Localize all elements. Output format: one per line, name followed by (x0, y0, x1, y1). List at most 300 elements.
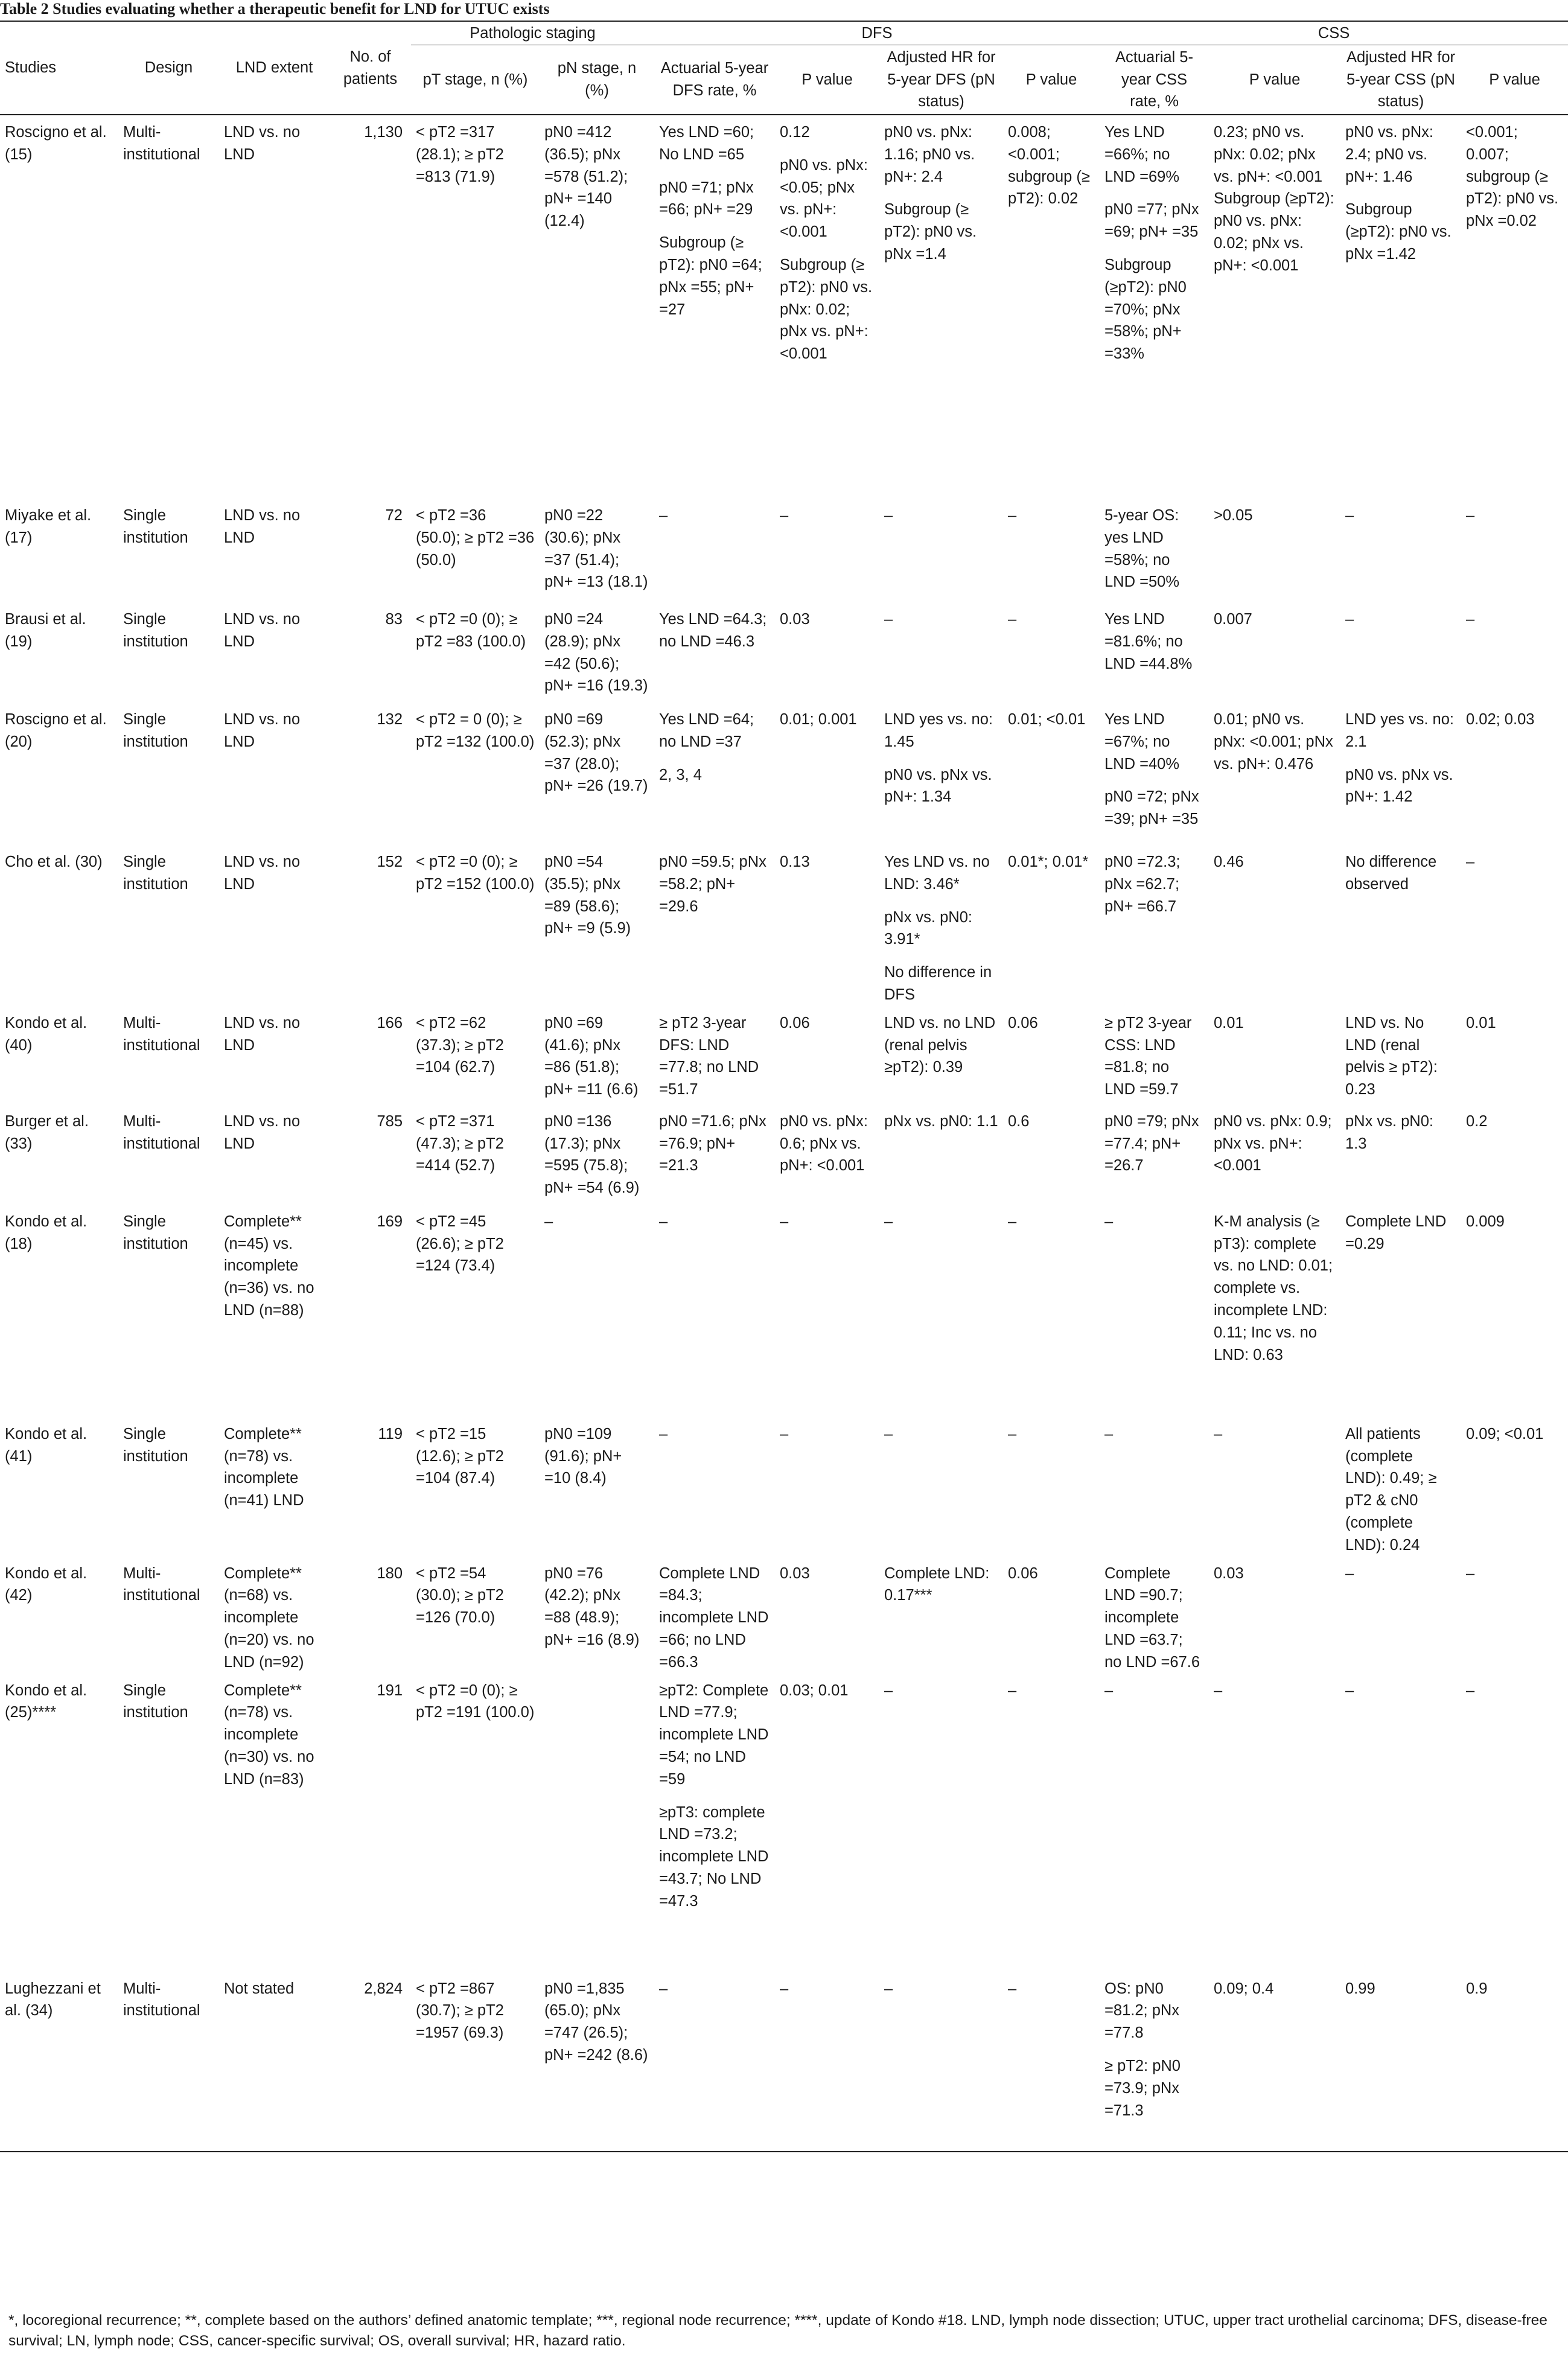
table-row (0, 1674, 1568, 1972)
header-studies: Studies (0, 21, 118, 115)
cell-dfs-rate-segment: Yes LND =64; no LND =37 (659, 711, 754, 750)
cell-no-patients: 2,824 (330, 1972, 411, 2152)
cell-css-rate-segment: – (1104, 1425, 1114, 1442)
cell-dfs-p-value (775, 1105, 879, 1205)
cell-css-adjusted-hr-segment: LND yes vs. no: 2.1 (1345, 711, 1454, 750)
header-lnd-extent: LND extent (219, 21, 330, 115)
cell-lnd-extent: LND vs. no LND (224, 1112, 301, 1152)
cell-pn-stage-segment: pN0 =69 (41.6); pNx =86 (51.8); pN+ =11 (6.6) (544, 1014, 639, 1098)
cell-dfs-adjusted-hr (879, 1557, 1003, 1674)
header-css-p-value: P value (1209, 45, 1340, 115)
cell-study: Cho et al. (30) (5, 853, 103, 870)
cell-css-hr-p-value (1461, 845, 1568, 1006)
cell-css-adjusted-hr-segment: – (1345, 1564, 1354, 1582)
header-dfs-p-value: P value (775, 45, 879, 115)
cell-css-p-value-segment: K-M analysis (≥ pT3): complete vs. no LND: 0.01; complete vs. incomplete LND: 0.11; Inc vs. no LND: 0.63 (1214, 1213, 1333, 1363)
table-row (0, 845, 1568, 1006)
cell-dfs-hr-p-value (1003, 1105, 1100, 1205)
cell-dfs-p-value (775, 499, 879, 602)
cell-css-p-value (1209, 115, 1340, 499)
cell-pt-stage-segment: < pT2 =317 (28.1); ≥ pT2 =813 (71.9) (416, 124, 504, 185)
cell-css-adjusted-hr (1340, 1205, 1461, 1417)
cell-pt-stage-segment: < pT2 =45 (26.6); ≥ pT2 =124 (73.4) (416, 1213, 504, 1275)
cell-dfs-rate (654, 703, 775, 845)
cell-css-hr-p-value-segment: – (1466, 507, 1475, 524)
cell-css-adjusted-hr-segment: Complete LND =0.29 (1345, 1213, 1447, 1252)
cell-dfs-hr-p-value-segment: – (1008, 611, 1017, 628)
cell-no-patients: 72 (385, 507, 403, 524)
cell-css-p-value (1209, 703, 1340, 845)
cell-css-hr-p-value (1461, 1417, 1568, 1557)
cell-css-rate (1100, 1557, 1209, 1674)
cell-dfs-p-value-segment: 0.03; 0.01 (780, 1681, 849, 1699)
cell-css-p-value-segment: 0.03 (1214, 1564, 1244, 1582)
cell-design: Single institution (123, 1681, 188, 1721)
cell-dfs-adjusted-hr (879, 602, 1003, 703)
table-row (0, 703, 1568, 845)
cell-dfs-p-value (775, 1417, 879, 1557)
cell-dfs-hr-p-value (1003, 115, 1100, 499)
cell-css-p-value-segment: 0.23; pN0 vs. pNx: 0.02; pNx vs. pN+: <0.001 Subgroup (≥pT2): pN0 vs. pNx: 0.02; pNx vs. pN+: <0.001 (1214, 124, 1334, 274)
cell-css-p-value (1209, 1972, 1340, 2152)
cell-css-p-value-segment: 0.46 (1214, 853, 1244, 870)
cell-dfs-hr-p-value-segment: 0.06 (1008, 1014, 1038, 1031)
cell-dfs-adjusted-hr-segment: – (884, 1213, 893, 1230)
cell-study: Roscigno et al. (20) (5, 711, 107, 750)
cell-css-hr-p-value (1461, 703, 1568, 845)
cell-dfs-adjusted-hr-segment: – (884, 1681, 893, 1699)
cell-pt-stage (411, 703, 540, 845)
cell-css-rate (1100, 1006, 1209, 1105)
cell-pt-stage (411, 1105, 540, 1205)
cell-pn-stage-segment: pN0 =22 (30.6); pNx =37 (51.4); pN+ =13 (18.1) (544, 507, 648, 591)
cell-dfs-rate-segment: – (659, 1213, 668, 1230)
cell-dfs-adjusted-hr-segment: LND vs. no LND (renal pelvis ≥pT2): 0.39 (884, 1014, 996, 1076)
cell-css-adjusted-hr-segment: All patients (complete LND): 0.49; ≥ pT2 & cN0 (complete LND): 0.24 (1345, 1425, 1437, 1554)
cell-lnd-extent: Complete** (n=45) vs. incomplete (n=36) vs. no LND (n=88) (224, 1213, 314, 1319)
cell-css-adjusted-hr-segment: No difference observed (1345, 853, 1437, 893)
cell-study: Brausi et al. (19) (5, 611, 86, 650)
cell-dfs-hr-p-value (1003, 1417, 1100, 1557)
cell-css-hr-p-value-segment: 0.9 (1466, 1980, 1488, 1997)
table-row (0, 1205, 1568, 1417)
cell-dfs-adjusted-hr-segment: – (884, 611, 893, 628)
cell-pt-stage-segment: < pT2 =15 (12.6); ≥ pT2 =104 (87.4) (416, 1425, 504, 1487)
cell-dfs-p-value (775, 845, 879, 1006)
cell-dfs-rate-segment: – (659, 1425, 668, 1442)
cell-study: Kondo et al. (42) (5, 1564, 88, 1604)
cell-css-hr-p-value (1461, 1674, 1568, 1972)
cell-no-patients: 169 (377, 1213, 403, 1230)
cell-css-hr-p-value-segment: 0.02; 0.03 (1466, 711, 1535, 728)
cell-css-p-value-segment: 0.01; pN0 vs. pNx: <0.001; pNx vs. pN+: 0.476 (1214, 711, 1333, 773)
cell-css-rate (1100, 499, 1209, 602)
cell-pn-stage (540, 602, 654, 703)
cell-css-hr-p-value-segment: 0.009 (1466, 1213, 1505, 1230)
cell-dfs-p-value (775, 1972, 879, 2152)
cell-pn-stage (540, 703, 654, 845)
table-row (0, 115, 1568, 499)
cell-pn-stage (540, 1417, 654, 1557)
cell-css-adjusted-hr-segment: pNx vs. pN0: 1.3 (1345, 1112, 1433, 1152)
cell-design: Multi-institutional (123, 1564, 200, 1604)
cell-css-rate-segment: ≥ pT2: pN0 =73.9; pNx =71.3 (1104, 2057, 1181, 2119)
cell-pt-stage-segment: < pT2 =867 (30.7); ≥ pT2 =1957 (69.3) (416, 1980, 504, 2042)
cell-css-adjusted-hr (1340, 1006, 1461, 1105)
cell-dfs-rate (654, 845, 775, 1006)
cell-study: Lughezzani et al. (34) (0, 1972, 118, 2152)
header-design: Design (118, 21, 219, 115)
cell-dfs-p-value (775, 1006, 879, 1105)
cell-css-adjusted-hr (1340, 602, 1461, 703)
cell-dfs-rate-segment: Complete LND =84.3; incomplete LND =66; no LND =66.3 (659, 1564, 769, 1671)
table-footnote: *, locoregional recurrence; **, complete based on the authors’ defined anatomic template; ***, regional node recurrence; ****, update of Kondo #18. LND, lymph node dissection; UTUC, upper tract urothelial carcinoma; DFS, disease-free survival; LN, lymph node; CSS, cancer-specific survival; OS, overall survival; HR, hazard ratio. (8, 2312, 1547, 2349)
cell-css-p-value-segment: >0.05 (1214, 507, 1253, 524)
cell-dfs-rate-segment: Subgroup (≥ pT2): pN0 =64; pNx =55; pN+ =27 (659, 234, 762, 318)
cell-css-adjusted-hr (1340, 1972, 1461, 2152)
cell-css-p-value-segment: 0.007 (1214, 611, 1252, 628)
cell-dfs-adjusted-hr (879, 1105, 1003, 1205)
cell-css-adjusted-hr-segment: Subgroup (≥pT2): pN0 vs. pNx =1.42 (1345, 201, 1452, 263)
cell-dfs-p-value (775, 703, 879, 845)
cell-css-adjusted-hr (1340, 499, 1461, 602)
cell-css-rate-segment: pN0 =77; pNx =69; pN+ =35 (1104, 201, 1199, 241)
cell-dfs-rate-segment: – (659, 507, 668, 524)
cell-dfs-hr-p-value (1003, 499, 1100, 602)
cell-css-rate (1100, 1205, 1209, 1417)
cell-pt-stage (411, 845, 540, 1006)
cell-css-rate (1100, 115, 1209, 499)
cell-no-patients: 132 (377, 711, 403, 728)
cell-lnd-extent: LND vs. no LND (224, 507, 301, 546)
table-row (0, 602, 1568, 703)
cell-dfs-hr-p-value (1003, 845, 1100, 1006)
cell-study: Roscigno et al. (15) (5, 124, 107, 163)
cell-dfs-adjusted-hr-segment: – (884, 1980, 893, 1997)
cell-css-adjusted-hr-segment: – (1345, 611, 1354, 628)
cell-dfs-p-value-segment: – (780, 1425, 789, 1442)
table-row (0, 1417, 1568, 1557)
cell-css-rate-segment: Complete LND =90.7; incomplete LND =63.7; no LND =67.6 (1104, 1564, 1200, 1671)
cell-css-hr-p-value-segment: – (1466, 853, 1475, 870)
cell-pn-stage (540, 1205, 654, 1417)
cell-dfs-rate-segment: pN0 =59.5; pNx =58.2; pN+ =29.6 (659, 853, 766, 915)
cell-css-p-value (1209, 1557, 1340, 1674)
cell-dfs-p-value (775, 1557, 879, 1674)
cell-css-hr-p-value (1461, 602, 1568, 703)
header-css-rate: Actuarial 5-year CSS rate, % (1100, 45, 1209, 115)
cell-design: Multi-institutional (123, 1014, 200, 1054)
cell-dfs-rate-segment: ≥ pT2 3-year DFS: LND =77.8; no LND =51.7 (659, 1014, 759, 1098)
cell-css-hr-p-value (1461, 1972, 1568, 2152)
header-dfs: DFS (654, 21, 1100, 45)
cell-css-rate-segment: ≥ pT2 3-year CSS: LND =81.8; no LND =59.7 (1104, 1014, 1192, 1098)
cell-dfs-hr-p-value-segment: – (1008, 1425, 1017, 1442)
cell-css-p-value-segment: – (1214, 1425, 1223, 1442)
cell-pn-stage (540, 1557, 654, 1674)
cell-pn-stage (540, 1674, 654, 1972)
cell-pt-stage-segment: < pT2 =36 (50.0); ≥ pT2 =36 (50.0) (416, 507, 535, 569)
cell-css-hr-p-value (1461, 1006, 1568, 1105)
header-dfs-hr-p-value: P value (1003, 45, 1100, 115)
studies-table (0, 21, 1568, 2152)
cell-css-adjusted-hr-segment: pN0 vs. pNx vs. pN+: 1.42 (1345, 766, 1453, 806)
cell-dfs-adjusted-hr-segment: pN0 vs. pNx: 1.16; pN0 vs. pN+: 2.4 (884, 124, 975, 185)
cell-css-adjusted-hr (1340, 845, 1461, 1006)
cell-dfs-p-value (775, 1674, 879, 1972)
cell-dfs-p-value (775, 115, 879, 499)
cell-dfs-adjusted-hr-segment: Yes LND vs. no LND: 3.46* (884, 853, 990, 893)
cell-css-rate (1100, 1417, 1209, 1557)
cell-css-p-value (1209, 1006, 1340, 1105)
cell-css-p-value (1209, 1417, 1340, 1557)
cell-css-rate-segment: 5-year OS: yes LND =58%; no LND =50% (1104, 507, 1180, 591)
header-pathologic-staging: Pathologic staging (411, 21, 654, 45)
cell-dfs-adjusted-hr-segment: – (884, 1425, 893, 1442)
cell-pt-stage-segment: < pT2 =0 (0); ≥ pT2 =152 (100.0) (416, 853, 535, 893)
cell-dfs-hr-p-value (1003, 1674, 1100, 1972)
cell-dfs-hr-p-value-segment: – (1008, 1980, 1017, 1997)
cell-dfs-rate (654, 1006, 775, 1105)
cell-css-adjusted-hr (1340, 1674, 1461, 1972)
cell-pn-stage (540, 1972, 654, 2152)
cell-css-p-value (1209, 1674, 1340, 1972)
cell-dfs-adjusted-hr-segment: – (884, 507, 893, 524)
cell-study: Kondo et al. (25)**** (5, 1681, 88, 1721)
cell-design: Multi-institutional (123, 1112, 200, 1152)
cell-pt-stage (411, 1557, 540, 1674)
cell-study: Kondo et al. (41) (5, 1425, 88, 1465)
cell-dfs-rate (654, 1557, 775, 1674)
cell-css-hr-p-value (1461, 1105, 1568, 1205)
table-row (0, 499, 1568, 602)
cell-dfs-p-value-segment: 0.03 (780, 611, 810, 628)
cell-lnd-extent: Not stated (219, 1972, 330, 2152)
cell-css-adjusted-hr (1340, 115, 1461, 499)
table-row (0, 1006, 1568, 1105)
cell-css-hr-p-value (1461, 499, 1568, 602)
cell-dfs-hr-p-value-segment: – (1008, 1681, 1017, 1699)
header-no-patients: No. of patients (330, 21, 411, 115)
cell-css-hr-p-value-segment: – (1466, 1564, 1475, 1582)
cell-css-rate (1100, 1972, 1209, 2152)
cell-dfs-adjusted-hr-segment: pNx vs. pN0: 3.91* (884, 908, 972, 948)
cell-study: Burger et al. (33) (5, 1112, 89, 1152)
cell-dfs-p-value-segment: 0.01; 0.001 (780, 711, 857, 728)
cell-css-adjusted-hr (1340, 1417, 1461, 1557)
cell-study: Kondo et al. (18) (5, 1213, 88, 1252)
table-title: Table 2 Studies evaluating whether a therapeutic benefit for LND for UTUC exists (0, 0, 550, 18)
table-row (0, 1105, 1568, 1205)
cell-css-adjusted-hr (1340, 703, 1461, 845)
cell-pt-stage (411, 1417, 540, 1557)
cell-dfs-rate-segment: Yes LND =64.3; no LND =46.3 (659, 611, 767, 650)
cell-dfs-adjusted-hr-segment: Subgroup (≥ pT2): pN0 vs. pNx =1.4 (884, 201, 977, 263)
cell-pt-stage-segment: < pT2 =371 (47.3); ≥ pT2 =414 (52.7) (416, 1112, 504, 1175)
cell-css-rate (1100, 602, 1209, 703)
cell-pn-stage-segment: pN0 =412 (36.5); pNx =578 (51.2); pN+ =140 (12.4) (544, 124, 628, 230)
cell-css-hr-p-value-segment: 0.01 (1466, 1014, 1496, 1031)
cell-pn-stage-segment: – (544, 1213, 553, 1230)
cell-css-adjusted-hr (1340, 1557, 1461, 1674)
cell-css-rate-segment: pN0 =79; pNx =77.4; pN+ =26.7 (1104, 1112, 1199, 1175)
cell-dfs-hr-p-value-segment: 0.6 (1008, 1112, 1030, 1130)
cell-pt-stage-segment: < pT2 =54 (30.0); ≥ pT2 =126 (70.0) (416, 1564, 504, 1627)
cell-css-p-value (1209, 1105, 1340, 1205)
cell-css-rate-segment: Yes LND =67%; no LND =40% (1104, 711, 1180, 773)
cell-css-rate (1100, 1105, 1209, 1205)
cell-css-hr-p-value (1461, 1205, 1568, 1417)
cell-css-rate-segment: pN0 =72; pNx =39; pN+ =35 (1104, 788, 1199, 828)
cell-no-patients: 166 (377, 1014, 403, 1031)
cell-dfs-adjusted-hr (879, 1972, 1003, 2152)
cell-css-rate-segment: pN0 =72.3; pNx =62.7; pN+ =66.7 (1104, 853, 1181, 915)
cell-dfs-rate (654, 602, 775, 703)
cell-dfs-rate (654, 1417, 775, 1557)
cell-dfs-adjusted-hr-segment: No difference in DFS (884, 964, 992, 1003)
cell-pn-stage-segment: pN0 =76 (42.2); pNx =88 (48.9); pN+ =16 (8.9) (544, 1564, 640, 1648)
cell-css-rate-segment: – (1104, 1681, 1114, 1699)
cell-dfs-adjusted-hr-segment: pN0 vs. pNx vs. pN+: 1.34 (884, 766, 992, 806)
header-css-adjusted-hr: Adjusted HR for 5-year CSS (pN status) (1340, 45, 1461, 115)
cell-design: Single institution (123, 507, 188, 546)
cell-no-patients: 152 (377, 853, 403, 870)
cell-no-patients: 180 (377, 1564, 403, 1582)
cell-dfs-rate (654, 499, 775, 602)
cell-css-adjusted-hr-segment: 0.99 (1345, 1980, 1375, 1997)
table-row (0, 1972, 1568, 2152)
cell-dfs-p-value-segment: Subgroup (≥ pT2): pN0 vs. pNx: 0.02; pNx vs. pN+: <0.001 (780, 256, 873, 363)
cell-css-rate-segment: Yes LND =66%; no LND =69% (1104, 124, 1180, 185)
cell-pn-stage (540, 1105, 654, 1205)
cell-dfs-adjusted-hr (879, 1417, 1003, 1557)
cell-pn-stage-segment: pN0 =109 (91.6); pN+ =10 (8.4) (544, 1425, 622, 1487)
cell-pn-stage (540, 115, 654, 499)
header-css: CSS (1100, 21, 1568, 45)
cell-css-p-value (1209, 845, 1340, 1006)
cell-css-hr-p-value-segment: 0.09; <0.01 (1466, 1425, 1544, 1442)
cell-css-hr-p-value-segment: – (1466, 611, 1475, 628)
cell-dfs-rate-segment: – (659, 1980, 668, 1997)
cell-lnd-extent: LND vs. no LND (224, 124, 301, 163)
cell-css-rate (1100, 845, 1209, 1006)
cell-design: Multi-institutional (118, 1972, 219, 2152)
cell-pt-stage-segment: < pT2 =62 (37.3); ≥ pT2 =104 (62.7) (416, 1014, 504, 1076)
cell-dfs-hr-p-value (1003, 1205, 1100, 1417)
cell-dfs-rate (654, 1205, 775, 1417)
cell-dfs-p-value-segment: 0.12 (780, 124, 810, 141)
header-dfs-rate: Actuarial 5-year DFS rate, % (654, 45, 775, 115)
cell-study: Kondo et al. (40) (5, 1014, 88, 1054)
cell-pn-stage-segment: pN0 =24 (28.9); pNx =42 (50.6); pN+ =16 (19.3) (544, 611, 648, 695)
cell-dfs-p-value (775, 602, 879, 703)
cell-dfs-p-value-segment: pN0 vs. pNx: <0.05; pNx vs. pN+: <0.001 (780, 156, 868, 241)
cell-no-patients: 1,130 (364, 124, 403, 141)
header-dfs-adjusted-hr: Adjusted HR for 5-year DFS (pN status) (879, 45, 1003, 115)
cell-css-rate-segment: – (1104, 1213, 1114, 1230)
cell-lnd-extent: LND vs. no LND (224, 611, 301, 650)
cell-pt-stage (411, 1006, 540, 1105)
cell-pn-stage-segment: pN0 =54 (35.5); pNx =89 (58.6); pN+ =9 (5.9) (544, 853, 631, 937)
cell-design: Single institution (123, 1425, 188, 1465)
table-row (0, 1557, 1568, 1674)
cell-lnd-extent: Complete** (n=78) vs. incomplete (n=41) LND (224, 1425, 304, 1509)
cell-pt-stage (411, 1205, 540, 1417)
cell-dfs-rate-segment: pN0 =71.6; pNx =76.9; pN+ =21.3 (659, 1112, 766, 1175)
cell-css-rate-segment: Subgroup (≥pT2): pN0 =70%; pNx =58%; pN+ =33% (1104, 256, 1187, 363)
cell-lnd-extent: LND vs. no LND (224, 853, 301, 893)
cell-dfs-adjusted-hr (879, 1205, 1003, 1417)
cell-dfs-adjusted-hr (879, 1674, 1003, 1972)
cell-css-hr-p-value-segment: <0.001; 0.007; subgroup (≥ pT2): pN0 vs. pNx =0.02 (1466, 124, 1559, 230)
cell-study: Miyake et al. (17) (5, 507, 92, 546)
cell-css-p-value (1209, 499, 1340, 602)
cell-css-p-value-segment: – (1214, 1681, 1223, 1699)
table-body (0, 115, 1568, 2152)
cell-dfs-rate-segment: ≥pT3: complete LND =73.2; incomplete LND =43.7; No LND =47.3 (659, 1803, 769, 1910)
cell-lnd-extent: LND vs. no LND (224, 1014, 301, 1054)
cell-css-p-value (1209, 602, 1340, 703)
cell-design: Single institution (123, 711, 188, 750)
cell-pn-stage (540, 845, 654, 1006)
cell-css-adjusted-hr-segment: – (1345, 507, 1354, 524)
cell-css-hr-p-value (1461, 1557, 1568, 1674)
cell-pn-stage-segment: pN0 =136 (17.3); pNx =595 (75.8); pN+ =54 (6.9) (544, 1112, 640, 1197)
cell-no-patients: 119 (378, 1425, 403, 1442)
cell-dfs-hr-p-value (1003, 703, 1100, 845)
cell-design: Single institution (123, 1213, 188, 1252)
cell-css-rate (1100, 703, 1209, 845)
header-pn-stage: pN stage, n (%) (540, 45, 654, 115)
cell-pt-stage (411, 499, 540, 602)
cell-dfs-p-value-segment: – (780, 507, 789, 524)
cell-dfs-rate-segment: pN0 =71; pNx =66; pN+ =29 (659, 179, 754, 218)
cell-css-adjusted-hr-segment: pN0 vs. pNx: 2.4; pN0 vs. pN+: 1.46 (1345, 124, 1433, 185)
cell-dfs-hr-p-value-segment: 0.01; <0.01 (1008, 711, 1086, 728)
cell-pt-stage (411, 1674, 540, 1972)
cell-lnd-extent: Complete** (n=68) vs. incomplete (n=20) vs. no LND (n=92) (224, 1564, 314, 1671)
cell-pt-stage-segment: < pT2 =0 (0); ≥ pT2 =191 (100.0) (416, 1681, 535, 1721)
cell-pt-stage-segment: < pT2 =0 (0); ≥ pT2 =83 (100.0) (416, 611, 526, 650)
cell-design: Single institution (123, 611, 188, 650)
cell-css-rate-segment: Yes LND =81.6%; no LND =44.8% (1104, 611, 1193, 672)
cell-dfs-rate (654, 1674, 775, 1972)
cell-css-hr-p-value-segment: – (1466, 1681, 1475, 1699)
cell-dfs-adjusted-hr-segment: Complete LND: 0.17*** (884, 1564, 990, 1604)
cell-dfs-rate (654, 1972, 775, 2152)
cell-dfs-p-value-segment: 0.06 (780, 1014, 810, 1031)
cell-pn-stage (540, 1006, 654, 1105)
cell-lnd-extent: Complete** (n=78) vs. incomplete (n=30) vs. no LND (n=83) (224, 1681, 314, 1788)
cell-css-rate-segment: OS: pN0 =81.2; pNx =77.8 (1104, 1980, 1180, 2042)
cell-pt-stage-segment: < pT2 = 0 (0); ≥ pT2 =132 (100.0) (416, 711, 535, 750)
cell-dfs-p-value-segment: 0.13 (780, 853, 810, 870)
header-pt-stage: pT stage, n (%) (411, 45, 540, 115)
cell-dfs-adjusted-hr-segment: LND yes vs. no: 1.45 (884, 711, 993, 750)
cell-css-adjusted-hr-segment: LND vs. No LND (renal pelvis ≥ pT2): 0.23 (1345, 1014, 1438, 1098)
cell-dfs-adjusted-hr (879, 703, 1003, 845)
cell-lnd-extent: LND vs. no LND (224, 711, 301, 750)
cell-css-adjusted-hr (1340, 1105, 1461, 1205)
cell-dfs-hr-p-value (1003, 1972, 1100, 2152)
cell-dfs-p-value-segment: – (780, 1213, 789, 1230)
cell-design: Multi-institutional (123, 124, 200, 163)
cell-pt-stage (411, 602, 540, 703)
cell-dfs-rate-segment: ≥pT2: Complete LND =77.9; incomplete LND =54; no LND =59 (659, 1681, 769, 1788)
cell-pn-stage-segment: pN0 =69 (52.3); pNx =37 (28.0); pN+ =26 (19.7) (544, 711, 648, 795)
cell-dfs-hr-p-value-segment: 0.008; <0.001; subgroup (≥ pT2): 0.02 (1008, 124, 1090, 208)
cell-css-p-value-segment: 0.09; 0.4 (1214, 1980, 1274, 1997)
